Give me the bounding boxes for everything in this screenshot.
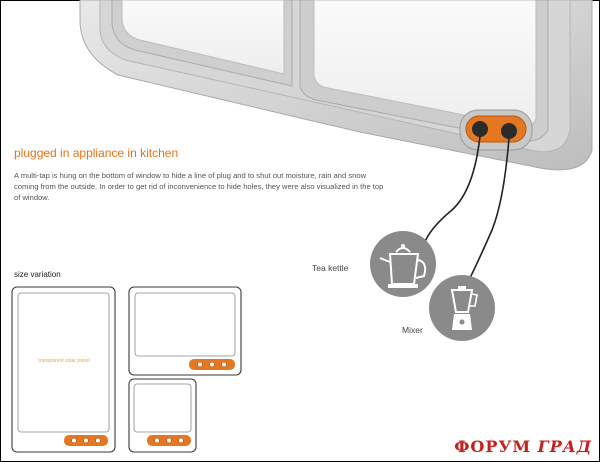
description: A multi-tap is hung on the bottom of window to hide a line of plug and to shut out moisture, rain and snow coming from the outside. In order to get rid of inconvenience to hide holes, they were also visualized in the top of window.: [14, 171, 384, 202]
mixer-label: Mixer: [402, 325, 423, 335]
headline: plugged in appliance in kitchen: [14, 146, 179, 160]
panel-small: [129, 379, 196, 452]
window-frame: [80, 0, 592, 170]
kettle-icon: [370, 231, 436, 297]
tea-kettle-label: Tea kettle: [312, 263, 349, 273]
size-variation-title: size variation: [14, 270, 61, 279]
panel-wide: [129, 287, 241, 375]
panel-large: [12, 287, 115, 452]
blender-icon: [429, 275, 495, 341]
watermark-part-2: ГРАД: [531, 437, 592, 456]
watermark-part-1: ФОРУМ: [454, 437, 532, 456]
solar-panel-label: transparent solar panel: [38, 358, 90, 364]
watermark: [454, 437, 592, 456]
